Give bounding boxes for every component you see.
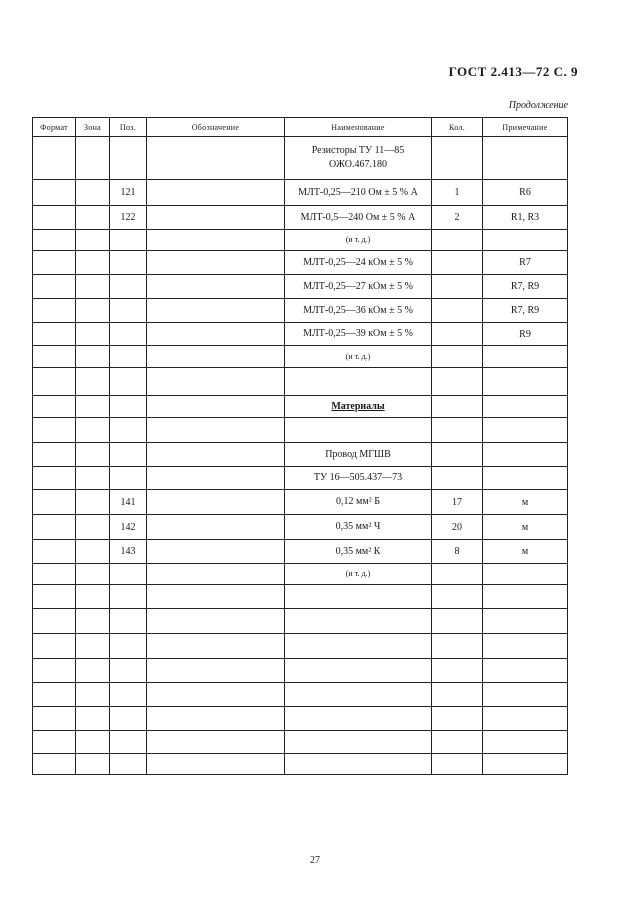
cell-name	[285, 731, 432, 754]
cell-position	[110, 707, 147, 731]
cell-designation	[147, 180, 285, 206]
cell-zone	[76, 396, 110, 418]
cell-quantity: 17	[432, 490, 483, 515]
cell-zone	[76, 564, 110, 585]
cell-name	[285, 634, 432, 659]
cell-name	[285, 609, 432, 634]
cell-format	[33, 564, 76, 585]
table-row	[33, 396, 568, 418]
cell-position	[110, 251, 147, 275]
cell-note: R9	[483, 323, 568, 346]
cell-name: МЛТ-0,25—27 кОм ± 5 %	[285, 275, 432, 299]
cell-note	[483, 230, 568, 251]
cell-quantity	[432, 707, 483, 731]
cell-quantity	[432, 230, 483, 251]
cell-name	[285, 585, 432, 609]
cell-format	[33, 418, 76, 443]
specification-table	[32, 117, 568, 775]
cell-designation	[147, 754, 285, 775]
cell-name	[285, 683, 432, 707]
cell-quantity	[432, 275, 483, 299]
cell-zone	[76, 346, 110, 368]
cell-position	[110, 564, 147, 585]
table-row	[33, 180, 568, 206]
cell-position	[110, 323, 147, 346]
cell-quantity	[432, 396, 483, 418]
table-header-row	[33, 118, 568, 137]
cell-note	[483, 683, 568, 707]
document-header-title: ГОСТ 2.413—72 С. 9	[448, 64, 578, 79]
cell-quantity: 8	[432, 540, 483, 564]
cell-designation	[147, 585, 285, 609]
cell-position: 121	[110, 180, 147, 206]
cell-note	[483, 659, 568, 683]
cell-quantity	[432, 251, 483, 275]
table-row	[33, 467, 568, 490]
cell-format	[33, 137, 76, 180]
cell-zone	[76, 180, 110, 206]
cell-format	[33, 368, 76, 396]
table-row	[33, 564, 568, 585]
cell-format	[33, 515, 76, 540]
cell-note	[483, 585, 568, 609]
table-row	[33, 275, 568, 299]
cell-zone	[76, 515, 110, 540]
cell-position: 141	[110, 490, 147, 515]
header-designation: Обозначение	[147, 118, 285, 137]
cell-format	[33, 490, 76, 515]
cell-position	[110, 731, 147, 754]
cell-note: R7, R9	[483, 299, 568, 323]
table-row	[33, 540, 568, 564]
cell-zone	[76, 368, 110, 396]
cell-name: МЛТ-0,25—36 кОм ± 5 %	[285, 299, 432, 323]
cell-format	[33, 585, 76, 609]
cell-zone	[76, 443, 110, 467]
cell-note	[483, 467, 568, 490]
page-number: 27	[310, 855, 320, 866]
cell-zone	[76, 490, 110, 515]
cell-position	[110, 396, 147, 418]
cell-note	[483, 137, 568, 180]
cell-designation	[147, 137, 285, 180]
cell-name	[285, 754, 432, 775]
cell-designation	[147, 396, 285, 418]
cell-note: R6	[483, 180, 568, 206]
table-row	[33, 323, 568, 346]
cell-note	[483, 564, 568, 585]
cell-position	[110, 299, 147, 323]
cell-designation	[147, 368, 285, 396]
table-row	[33, 683, 568, 707]
cell-note	[483, 418, 568, 443]
cell-format	[33, 443, 76, 467]
cell-note	[483, 754, 568, 775]
table-row	[33, 731, 568, 754]
cell-position	[110, 585, 147, 609]
cell-format	[33, 754, 76, 775]
cell-quantity	[432, 659, 483, 683]
cell-designation	[147, 418, 285, 443]
table-row	[33, 137, 568, 180]
cell-designation	[147, 634, 285, 659]
table-row	[33, 418, 568, 443]
cell-designation	[147, 731, 285, 754]
cell-name: (и т. д.)	[285, 346, 432, 368]
cell-name: МЛТ-0,25—24 кОм ± 5 %	[285, 251, 432, 275]
cell-quantity	[432, 443, 483, 467]
cell-name: (и т. д.)	[285, 230, 432, 251]
cell-format	[33, 251, 76, 275]
header-format: Формат	[33, 118, 76, 137]
cell-zone	[76, 609, 110, 634]
table-row	[33, 368, 568, 396]
cell-note	[483, 634, 568, 659]
cell-position	[110, 634, 147, 659]
cell-designation	[147, 443, 285, 467]
table-row	[33, 609, 568, 634]
cell-name: 0,12 мм² Б	[285, 490, 432, 515]
cell-note: R1, R3	[483, 206, 568, 230]
cell-quantity	[432, 754, 483, 775]
cell-zone	[76, 540, 110, 564]
cell-quantity	[432, 634, 483, 659]
header-position: Поз.	[110, 118, 147, 137]
cell-quantity	[432, 731, 483, 754]
cell-position	[110, 137, 147, 180]
cell-quantity	[432, 323, 483, 346]
cell-designation	[147, 346, 285, 368]
table-row	[33, 754, 568, 775]
cell-format	[33, 683, 76, 707]
cell-designation	[147, 609, 285, 634]
cell-designation	[147, 299, 285, 323]
cell-format	[33, 467, 76, 490]
cell-name	[285, 396, 432, 418]
cell-name: ТУ 16—505.437—73	[285, 467, 432, 490]
cell-designation	[147, 251, 285, 275]
cell-note: R7, R9	[483, 275, 568, 299]
cell-zone	[76, 251, 110, 275]
cell-note	[483, 443, 568, 467]
cell-name: Резисторы ТУ 11—85 ОЖО.467.180	[285, 137, 432, 180]
cell-position	[110, 754, 147, 775]
cell-name: МЛТ-0,5—240 Ом ± 5 % А	[285, 206, 432, 230]
cell-format	[33, 659, 76, 683]
table-row	[33, 515, 568, 540]
table-body	[33, 137, 568, 775]
cell-note: м	[483, 540, 568, 564]
cell-zone	[76, 683, 110, 707]
cell-name	[285, 418, 432, 443]
cell-position	[110, 346, 147, 368]
cell-note	[483, 396, 568, 418]
cell-note	[483, 346, 568, 368]
cell-quantity	[432, 564, 483, 585]
cell-designation	[147, 540, 285, 564]
cell-format	[33, 323, 76, 346]
cell-format	[33, 275, 76, 299]
table-row	[33, 346, 568, 368]
cell-position	[110, 368, 147, 396]
header-name: Наименование	[285, 118, 432, 137]
cell-zone	[76, 299, 110, 323]
cell-note	[483, 731, 568, 754]
cell-quantity	[432, 418, 483, 443]
cell-quantity	[432, 609, 483, 634]
cell-name: 0,35 мм² К	[285, 540, 432, 564]
table-row	[33, 230, 568, 251]
cell-quantity	[432, 346, 483, 368]
cell-designation	[147, 467, 285, 490]
cell-designation	[147, 659, 285, 683]
cell-format	[33, 540, 76, 564]
cell-format	[33, 609, 76, 634]
cell-zone	[76, 731, 110, 754]
cell-zone	[76, 707, 110, 731]
table-row	[33, 299, 568, 323]
table-row	[33, 659, 568, 683]
cell-position	[110, 443, 147, 467]
table-row	[33, 490, 568, 515]
cell-quantity: 1	[432, 180, 483, 206]
cell-note	[483, 609, 568, 634]
header-quantity: Кол.	[432, 118, 483, 137]
cell-note	[483, 707, 568, 731]
cell-quantity	[432, 137, 483, 180]
cell-name	[285, 659, 432, 683]
cell-position	[110, 659, 147, 683]
cell-format	[33, 731, 76, 754]
cell-format	[33, 180, 76, 206]
table-row	[33, 634, 568, 659]
cell-position	[110, 609, 147, 634]
cell-quantity: 20	[432, 515, 483, 540]
cell-zone	[76, 137, 110, 180]
continuation-label: Продолжение	[508, 100, 568, 111]
cell-position: 142	[110, 515, 147, 540]
cell-name: Провод МГШВ	[285, 443, 432, 467]
cell-quantity: 2	[432, 206, 483, 230]
header-zone: Зона	[76, 118, 110, 137]
cell-name: МЛТ-0,25—210 Ом ± 5 % А	[285, 180, 432, 206]
cell-designation	[147, 490, 285, 515]
cell-designation	[147, 323, 285, 346]
cell-position	[110, 230, 147, 251]
cell-note: м	[483, 490, 568, 515]
cell-designation	[147, 707, 285, 731]
cell-zone	[76, 467, 110, 490]
cell-quantity	[432, 368, 483, 396]
cell-designation	[147, 206, 285, 230]
table-row	[33, 707, 568, 731]
cell-zone	[76, 230, 110, 251]
cell-zone	[76, 634, 110, 659]
cell-format	[33, 634, 76, 659]
cell-quantity	[432, 299, 483, 323]
cell-note	[483, 368, 568, 396]
table-row	[33, 443, 568, 467]
table-row	[33, 251, 568, 275]
cell-quantity	[432, 467, 483, 490]
cell-name: МЛТ-0,25—39 кОм ± 5 %	[285, 323, 432, 346]
cell-designation	[147, 683, 285, 707]
section-heading: Материалы	[331, 400, 385, 412]
header-note: Примечание	[483, 118, 568, 137]
cell-position	[110, 275, 147, 299]
cell-zone	[76, 206, 110, 230]
cell-name	[285, 707, 432, 731]
cell-format	[33, 230, 76, 251]
cell-format	[33, 299, 76, 323]
cell-designation	[147, 230, 285, 251]
cell-position	[110, 683, 147, 707]
cell-quantity	[432, 683, 483, 707]
cell-position: 143	[110, 540, 147, 564]
cell-zone	[76, 659, 110, 683]
cell-format	[33, 206, 76, 230]
cell-name: 0,35 мм² Ч	[285, 515, 432, 540]
cell-position: 122	[110, 206, 147, 230]
cell-zone	[76, 275, 110, 299]
cell-position	[110, 467, 147, 490]
cell-zone	[76, 754, 110, 775]
cell-zone	[76, 418, 110, 443]
cell-format	[33, 707, 76, 731]
cell-note: R7	[483, 251, 568, 275]
cell-designation	[147, 515, 285, 540]
cell-note: м	[483, 515, 568, 540]
cell-quantity	[432, 585, 483, 609]
cell-position	[110, 418, 147, 443]
table-row	[33, 206, 568, 230]
cell-zone	[76, 585, 110, 609]
cell-designation	[147, 564, 285, 585]
cell-name	[285, 368, 432, 396]
cell-name: (и т. д.)	[285, 564, 432, 585]
cell-format	[33, 346, 76, 368]
cell-zone	[76, 323, 110, 346]
table-row	[33, 585, 568, 609]
cell-designation	[147, 275, 285, 299]
cell-format	[33, 396, 76, 418]
